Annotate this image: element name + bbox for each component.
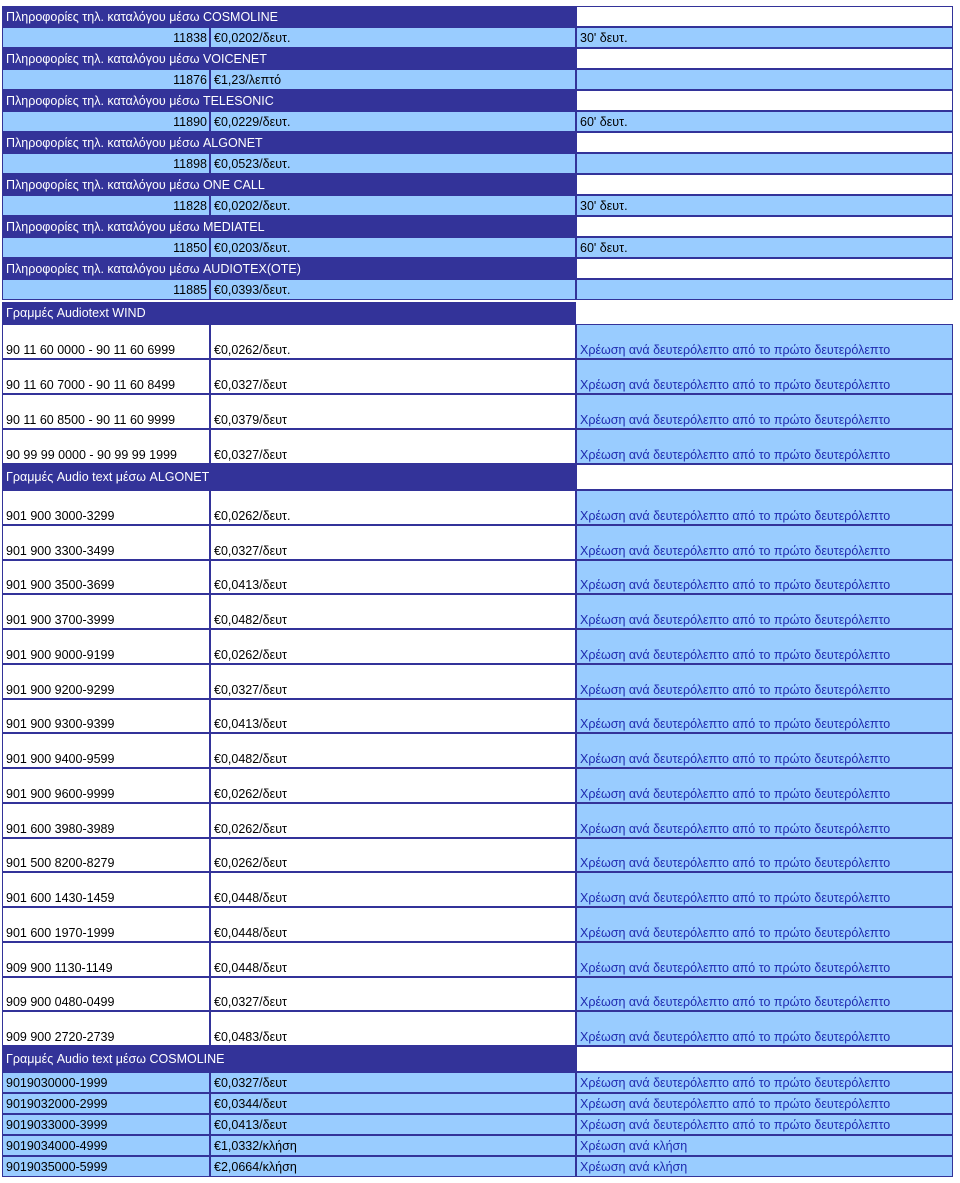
section-header-row (0, 174, 960, 195)
info-row (0, 111, 960, 132)
free-seconds-note: 60' δευτ. (576, 237, 953, 258)
rate-row (0, 768, 960, 803)
rate-row (0, 699, 960, 734)
info-row (0, 153, 960, 174)
rate-price: €0,0483/δευτ (210, 1011, 576, 1046)
rate-row (0, 594, 960, 629)
directory-number: 11890 (2, 111, 210, 132)
directory-number: 11876 (2, 69, 210, 90)
rate-row (0, 629, 960, 664)
header-right-cell (576, 48, 953, 69)
number-range: 909 900 0480-0499 (2, 977, 210, 1012)
billing-note: Χρέωση ανά δευτερόλεπτο από το πρώτο δευτερόλεπτο (576, 359, 953, 394)
rate-row (0, 942, 960, 977)
rate-row (0, 1114, 960, 1135)
rate-row (0, 490, 960, 525)
billing-note: Χρέωση ανά δευτερόλεπτο από το πρώτο δευτερόλεπτο (576, 490, 953, 525)
billing-note: Χρέωση ανά δευτερόλεπτο από το πρώτο δευτερόλεπτο (576, 429, 953, 464)
header-right-cell (576, 90, 953, 111)
info-row (0, 27, 960, 48)
rate-price: €0,0262/δευτ. (210, 324, 576, 359)
billing-note: Χρέωση ανά δευτερόλεπτο από το πρώτο δευτερόλεπτο (576, 629, 953, 664)
number-range: 90 11 60 7000 - 90 11 60 8499 (2, 359, 210, 394)
directory-price: €0,0202/δευτ. (210, 195, 576, 216)
rate-price: €0,0327/δευτ (210, 429, 576, 464)
rate-row (0, 1072, 960, 1093)
header-right-cell (576, 174, 953, 195)
number-range: 90 11 60 8500 - 90 11 60 9999 (2, 394, 210, 429)
rate-row (0, 429, 960, 464)
header-right-cell (576, 464, 953, 490)
number-range: 9019034000-4999 (2, 1135, 210, 1156)
billing-note: Χρέωση ανά κλήση (576, 1156, 953, 1177)
billing-note: Χρέωση ανά δευτερόλεπτο από το πρώτο δευτερόλεπτο (576, 664, 953, 699)
rate-price: €0,0327/δευτ (210, 359, 576, 394)
info-row (0, 237, 960, 258)
billing-note: Χρέωση ανά κλήση (576, 1135, 953, 1156)
rate-price: €0,0413/δευτ (210, 560, 576, 595)
rate-price: €2,0664/κλήση (210, 1156, 576, 1177)
section-title: Γραμμές Audiotext WIND (2, 302, 576, 324)
section-header-row (0, 1046, 960, 1072)
number-range: 901 900 9200-9299 (2, 664, 210, 699)
billing-note: Χρέωση ανά δευτερόλεπτο από το πρώτο δευτερόλεπτο (576, 1072, 953, 1093)
rate-row (0, 838, 960, 873)
number-range: 901 600 1970-1999 (2, 907, 210, 942)
rate-row (0, 324, 960, 359)
section-title: Πληροφορίες τηλ. καταλόγου μέσω MEDIATEL (2, 216, 576, 237)
number-range: 901 900 9300-9399 (2, 699, 210, 734)
rate-price: €0,0262/δευτ (210, 768, 576, 803)
rate-row (0, 977, 960, 1012)
billing-note: Χρέωση ανά δευτερόλεπτο από το πρώτο δευτερόλεπτο (576, 942, 953, 977)
section-title: Πληροφορίες τηλ. καταλόγου μέσω TELESONIC (2, 90, 576, 111)
rate-row (0, 803, 960, 838)
billing-note: Χρέωση ανά δευτερόλεπτο από το πρώτο δευτερόλεπτο (576, 560, 953, 595)
free-seconds-note (576, 69, 953, 90)
billing-note: Χρέωση ανά δευτερόλεπτο από το πρώτο δευτερόλεπτο (576, 907, 953, 942)
section-header-row (0, 48, 960, 69)
number-range: 901 900 9600-9999 (2, 768, 210, 803)
rate-row (0, 560, 960, 595)
rate-row (0, 907, 960, 942)
rate-row (0, 1011, 960, 1046)
section-title: Πληροφορίες τηλ. καταλόγου μέσω AUDIOTEX(OTE) (2, 258, 576, 279)
directory-number: 11885 (2, 279, 210, 300)
section-header-row (0, 464, 960, 490)
section-header-row (0, 302, 960, 324)
directory-number: 11850 (2, 237, 210, 258)
billing-note: Χρέωση ανά δευτερόλεπτο από το πρώτο δευτερόλεπτο (576, 594, 953, 629)
header-right-cell (576, 1046, 953, 1072)
number-range: 901 900 9000-9199 (2, 629, 210, 664)
directory-price: €1,23/λεπτό (210, 69, 576, 90)
directory-price: €0,0523/δευτ. (210, 153, 576, 174)
section-title: Γραμμές Audio text μέσω ALGONET (2, 464, 576, 490)
rate-price: €0,0379/δευτ (210, 394, 576, 429)
free-seconds-note: 30' δευτ. (576, 27, 953, 48)
number-range: 901 900 3000-3299 (2, 490, 210, 525)
section-title: Πληροφορίες τηλ. καταλόγου μέσω VOICENET (2, 48, 576, 69)
number-range: 901 600 3980-3989 (2, 803, 210, 838)
rate-price: €0,0482/δευτ (210, 594, 576, 629)
billing-note: Χρέωση ανά δευτερόλεπτο από το πρώτο δευτερόλεπτο (576, 838, 953, 873)
billing-note: Χρέωση ανά δευτερόλεπτο από το πρώτο δευτερόλεπτο (576, 699, 953, 734)
section-title: Πληροφορίες τηλ. καταλόγου μέσω ALGONET (2, 132, 576, 153)
info-row (0, 195, 960, 216)
section-header-row (0, 132, 960, 153)
free-seconds-note (576, 279, 953, 300)
info-row (0, 69, 960, 90)
rate-price: €0,0448/δευτ (210, 872, 576, 907)
rate-row (0, 1156, 960, 1177)
directory-number: 11828 (2, 195, 210, 216)
rate-price: €1,0332/κλήση (210, 1135, 576, 1156)
header-right-cell (576, 302, 953, 324)
section-title: Πληροφορίες τηλ. καταλόγου μέσω COSMOLINE (2, 6, 576, 27)
number-range: 901 900 3500-3699 (2, 560, 210, 595)
rate-price: €0,0413/δευτ (210, 1114, 576, 1135)
rate-row (0, 394, 960, 429)
directory-price: €0,0229/δευτ. (210, 111, 576, 132)
rate-row (0, 1135, 960, 1156)
number-range: 90 99 99 0000 - 90 99 99 1999 (2, 429, 210, 464)
billing-note: Χρέωση ανά δευτερόλεπτο από το πρώτο δευτερόλεπτο (576, 1093, 953, 1114)
header-right-cell (576, 6, 953, 27)
number-range: 901 900 9400-9599 (2, 733, 210, 768)
rate-price: €0,0344/δευτ (210, 1093, 576, 1114)
rate-price: €0,0482/δευτ (210, 733, 576, 768)
number-range: 9019030000-1999 (2, 1072, 210, 1093)
number-range: 9019033000-3999 (2, 1114, 210, 1135)
number-range: 901 600 1430-1459 (2, 872, 210, 907)
info-row (0, 279, 960, 300)
billing-note: Χρέωση ανά δευτερόλεπτο από το πρώτο δευτερόλεπτο (576, 394, 953, 429)
billing-note: Χρέωση ανά δευτερόλεπτο από το πρώτο δευτερόλεπτο (576, 733, 953, 768)
header-right-cell (576, 132, 953, 153)
free-seconds-note: 60' δευτ. (576, 111, 953, 132)
rate-price: €0,0262/δευτ (210, 803, 576, 838)
rate-price: €0,0448/δευτ (210, 907, 576, 942)
rate-price: €0,0327/δευτ (210, 1072, 576, 1093)
number-range: 909 900 1130-1149 (2, 942, 210, 977)
directory-number: 11898 (2, 153, 210, 174)
rate-row (0, 872, 960, 907)
directory-price: €0,0202/δευτ. (210, 27, 576, 48)
rate-price: €0,0327/δευτ (210, 525, 576, 560)
number-range: 90 11 60 0000 - 90 11 60 6999 (2, 324, 210, 359)
free-seconds-note (576, 153, 953, 174)
rate-price: €0,0262/δευτ. (210, 490, 576, 525)
section-header-row (0, 6, 960, 27)
directory-price: €0,0393/δευτ. (210, 279, 576, 300)
section-title: Πληροφορίες τηλ. καταλόγου μέσω ONE CALL (2, 174, 576, 195)
rate-price: €0,0448/δευτ (210, 942, 576, 977)
directory-number: 11838 (2, 27, 210, 48)
rate-price: €0,0327/δευτ (210, 664, 576, 699)
rate-price: €0,0327/δευτ (210, 977, 576, 1012)
number-range: 9019032000-2999 (2, 1093, 210, 1114)
billing-note: Χρέωση ανά δευτερόλεπτο από το πρώτο δευτερόλεπτο (576, 1011, 953, 1046)
rate-price: €0,0262/δευτ (210, 838, 576, 873)
number-range: 901 500 8200-8279 (2, 838, 210, 873)
section-header-row (0, 216, 960, 237)
header-right-cell (576, 216, 953, 237)
number-range: 901 900 3700-3999 (2, 594, 210, 629)
rate-row (0, 525, 960, 560)
billing-note: Χρέωση ανά δευτερόλεπτο από το πρώτο δευτερόλεπτο (576, 1114, 953, 1135)
directory-price: €0,0203/δευτ. (210, 237, 576, 258)
billing-note: Χρέωση ανά δευτερόλεπτο από το πρώτο δευτερόλεπτο (576, 872, 953, 907)
section-header-row (0, 258, 960, 279)
number-range: 9019035000-5999 (2, 1156, 210, 1177)
rate-row (0, 359, 960, 394)
section-header-row (0, 90, 960, 111)
free-seconds-note: 30' δευτ. (576, 195, 953, 216)
rate-price: €0,0262/δευτ (210, 629, 576, 664)
number-range: 909 900 2720-2739 (2, 1011, 210, 1046)
rate-row (0, 733, 960, 768)
billing-note: Χρέωση ανά δευτερόλεπτο από το πρώτο δευτερόλεπτο (576, 977, 953, 1012)
billing-note: Χρέωση ανά δευτερόλεπτο από το πρώτο δευτερόλεπτο (576, 324, 953, 359)
billing-note: Χρέωση ανά δευτερόλεπτο από το πρώτο δευτερόλεπτο (576, 803, 953, 838)
header-right-cell (576, 258, 953, 279)
billing-note: Χρέωση ανά δευτερόλεπτο από το πρώτο δευτερόλεπτο (576, 768, 953, 803)
number-range: 901 900 3300-3499 (2, 525, 210, 560)
rate-row (0, 664, 960, 699)
rate-row (0, 1093, 960, 1114)
rate-price: €0,0413/δευτ (210, 699, 576, 734)
billing-note: Χρέωση ανά δευτερόλεπτο από το πρώτο δευτερόλεπτο (576, 525, 953, 560)
section-title: Γραμμές Audio text μέσω COSMOLINE (2, 1046, 576, 1072)
